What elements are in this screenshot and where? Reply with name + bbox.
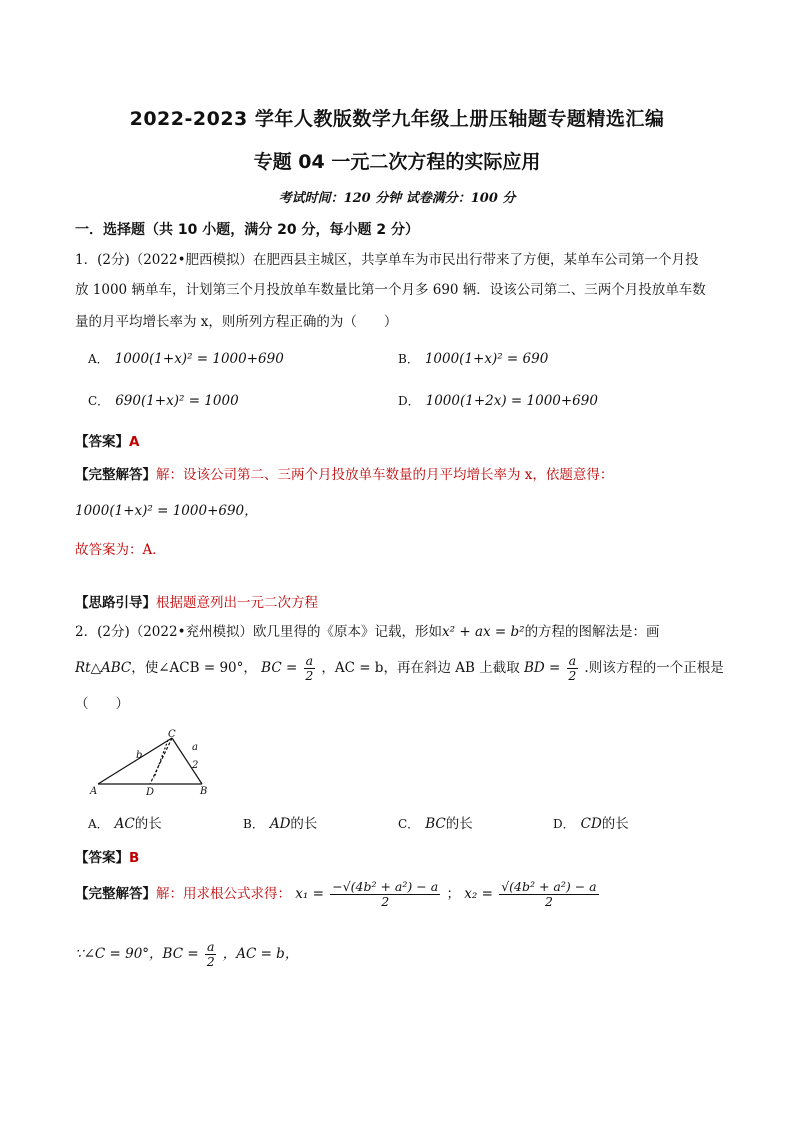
q1-conclusion: 故答案为：A． <box>75 542 166 558</box>
q1-option-a: A． 1000(1+x)² = 1000+690 <box>88 351 284 367</box>
triangle-figure <box>88 728 218 800</box>
page-subtitle: 专题 04 一元二次方程的实际应用 <box>253 151 541 173</box>
fraction-a-over-2: $\frac{a}{2}$ <box>568 653 577 683</box>
root-x2: $\frac{\text{√(4b² + a²) − a}}{2}$ <box>501 879 597 909</box>
q2-answer: 【答案】B <box>75 850 140 866</box>
q2-option-d: D． CD的长 <box>553 816 629 832</box>
q2-line3: （ ） <box>75 696 129 712</box>
root-x1: $\frac{\text{−√(4b² + a²) − a}}{2}$ <box>332 879 439 909</box>
label-d: D <box>146 787 155 798</box>
exam-info: 考试时间：120 分钟 试卷满分：100 分 <box>278 191 516 206</box>
q1-line2: 放 1000 辆单车，计划第三个月投放单车数量比第一个月多 690 辆．设该公司第二、三两个月投放单车数 <box>75 282 706 298</box>
page-title: 2022-2023 学年人教版数学九年级上册压轴题专题精选汇编 <box>129 108 665 130</box>
label-a: a <box>192 742 198 753</box>
q2-line2: Rt△ABC，使∠ACB = 90°， BC = $\frac{a}{2}$ ，AC = b，再在斜边 AB 上截取 BD = $\frac{a}{2}$ .则该方程的一个正根是 <box>75 653 724 683</box>
label-2: 2 <box>192 760 199 771</box>
label-b-point: B <box>200 786 208 797</box>
label-b: b <box>136 750 143 761</box>
section-heading: 一．选择题（共 10 小题，满分 20 分，每小题 2 分） <box>75 222 419 238</box>
fraction-a-over-2: $\frac{a}{2}$ <box>305 653 314 683</box>
label-c: C <box>168 729 176 740</box>
fraction-a-over-2: $\frac{a}{2}$ <box>206 939 215 969</box>
q2-option-a: A． AC的长 <box>88 816 162 832</box>
q1-solution-equation: 1000(1+x)² = 1000+690， <box>75 503 258 519</box>
q1-option-d: D． 1000(1+2x) = 1000+690 <box>398 393 598 409</box>
q1-line1: 1．(2分)（2022•肥西模拟）在肥西县主城区，共享单车为市民出行带来了方便，某单车公司第一个月投 <box>75 252 699 268</box>
q1-option-c: C． 690(1+x)² = 1000 <box>88 393 239 409</box>
q2-solution: 【完整解答】解：用求根公式求得： x₁ = $\frac{\text{−√(4b² + a²) − a}}{2}$ ； x₂ = $\frac{\text{√(4b² + a²) − a}}{2}$ <box>75 879 597 909</box>
q1-answer: 【答案】A <box>75 434 140 450</box>
label-a-point: A <box>90 786 98 797</box>
q2-line1: 2．(2分)（2022•兖州模拟）欧几里得的《原本》记载，形如x² + ax = b²的方程的图解法是：画 <box>75 624 660 640</box>
q2-because-line: ∵∠C = 90°，BC = $\frac{a}{2}$ ，AC = b， <box>75 939 299 969</box>
q2-option-c: C． BC的长 <box>398 816 473 832</box>
q1-solution: 【完整解答】解：设该公司第二、三两个月投放单车数量的月平均增长率为 x，依题意得： <box>75 467 614 483</box>
q1-hint: 【思路引导】根据题意列出一元二次方程 <box>75 595 318 611</box>
q1-option-b: B． 1000(1+x)² = 690 <box>398 351 549 367</box>
q2-option-b: B． AD的长 <box>243 816 318 832</box>
q1-line3: 量的月平均增长率为 x，则所列方程正确的为（ ） <box>75 314 398 330</box>
